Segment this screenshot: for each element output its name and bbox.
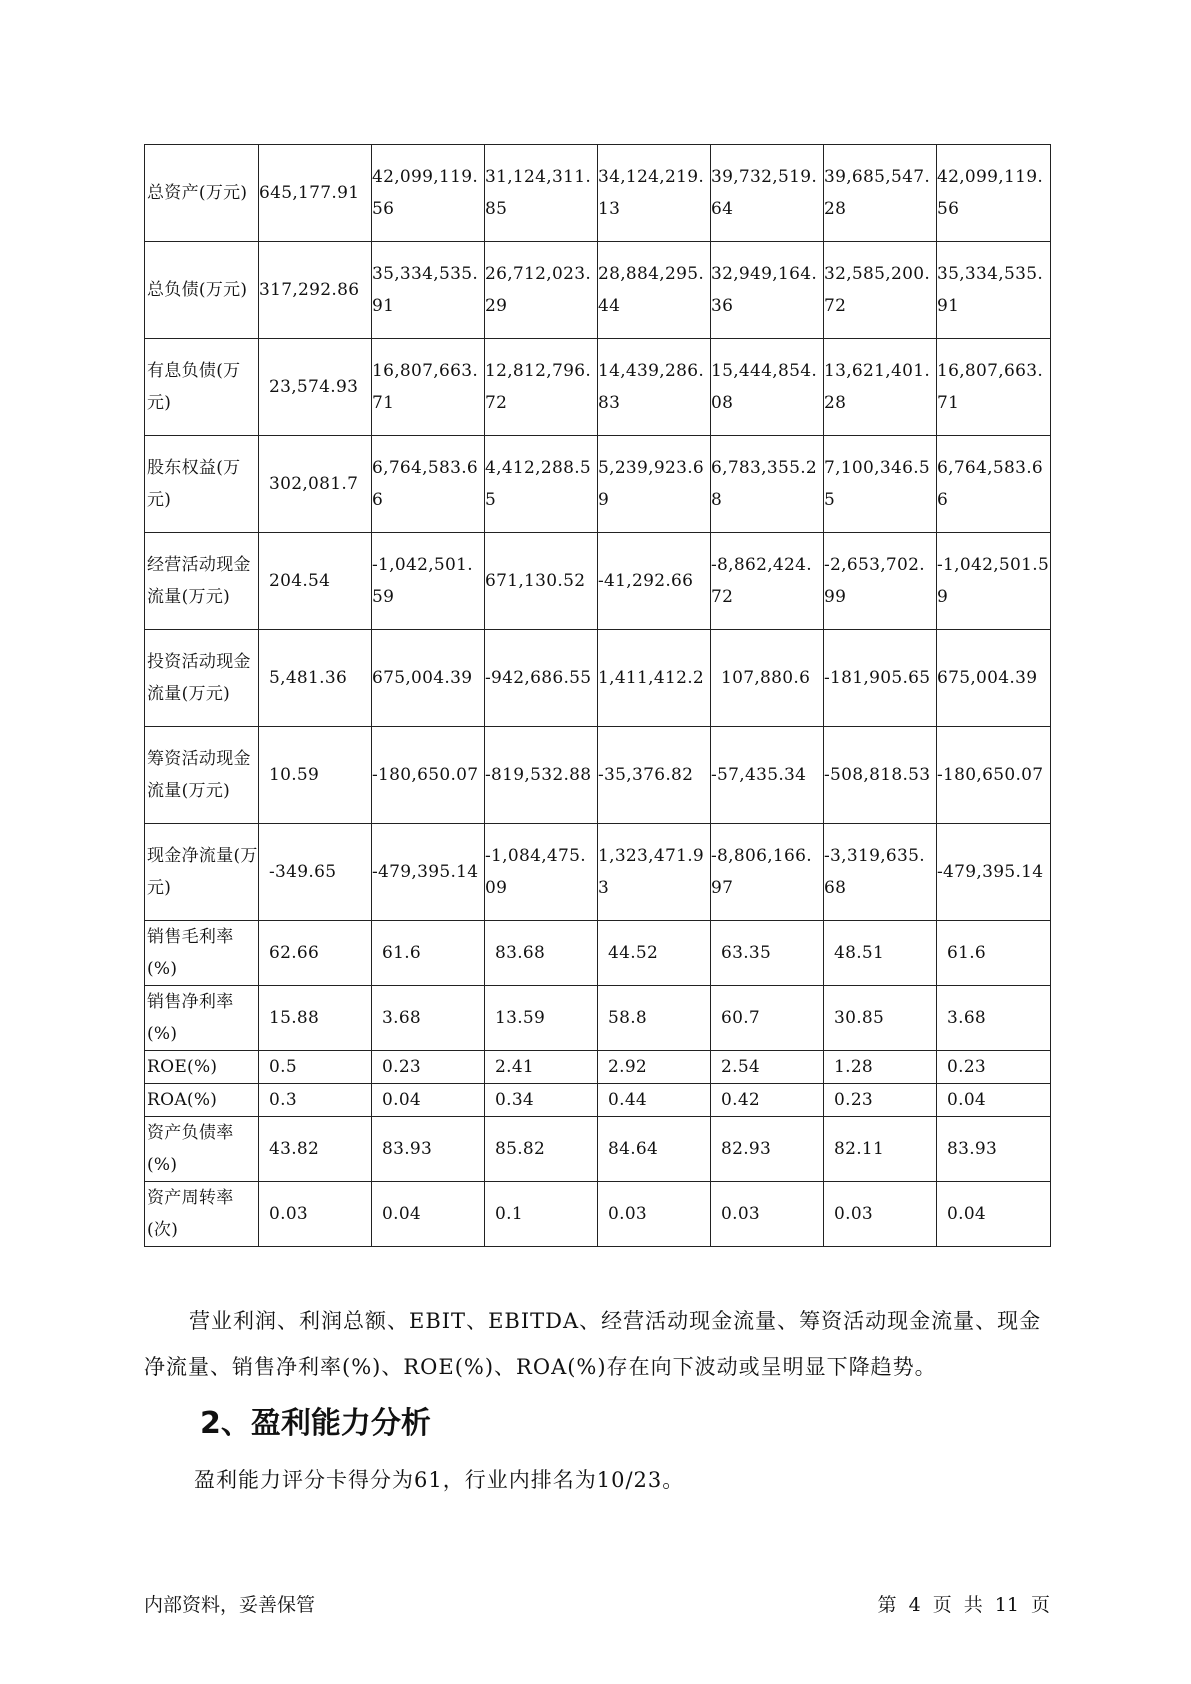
- cell-value: 0.42: [721, 1090, 761, 1110]
- cell-value: 14,439,286.83: [598, 361, 705, 413]
- cell-value: 302,081.7: [269, 474, 359, 494]
- table-cell: [937, 242, 1051, 339]
- table-cell: [937, 1182, 1051, 1247]
- table-cell: [598, 727, 711, 824]
- table-cell: [598, 339, 711, 436]
- table-cell: [937, 921, 1051, 986]
- table-cell: [711, 824, 824, 921]
- table-row: [145, 1084, 1051, 1117]
- cell-value: 2.54: [721, 1057, 761, 1077]
- cell-value: 5,481.36: [269, 668, 348, 688]
- cell-value: -1,084,475.09: [485, 846, 586, 898]
- table-row: [145, 1051, 1051, 1084]
- table-cell: [598, 921, 711, 986]
- cell-value: 84.64: [608, 1139, 659, 1159]
- table-cell: [824, 145, 937, 242]
- cell-value: 34,124,219.13: [598, 167, 705, 219]
- page-number: 第 4 页 共 11 页: [877, 1594, 1050, 1616]
- cell-value: 0.04: [947, 1204, 987, 1224]
- cell-value: 44.52: [608, 943, 659, 963]
- table-cell: [824, 436, 937, 533]
- table-cell: [711, 1182, 824, 1247]
- table-row: [145, 986, 1051, 1051]
- cell-value: 15,444,854.08: [711, 361, 818, 413]
- table-cell: [711, 986, 824, 1051]
- cell-value: 39,685,547.28: [824, 167, 931, 219]
- table-row: [145, 436, 1051, 533]
- table-cell: [711, 533, 824, 630]
- cell-value: 671,130.52: [485, 571, 586, 591]
- row-label: [145, 1084, 259, 1117]
- cell-value: 85.82: [495, 1139, 546, 1159]
- table-cell: [259, 921, 372, 986]
- table-cell: [937, 1084, 1051, 1117]
- cell-value: 16,807,663.71: [372, 361, 479, 413]
- row-label: [145, 436, 259, 533]
- cell-value: 58.8: [608, 1008, 648, 1028]
- table-cell: [711, 339, 824, 436]
- table-cell: [259, 630, 372, 727]
- summary-paragraph: 营业利润、利润总额、EBIT、EBITDA、经营活动现金流量、筹资活动现金流量、现金净流量、销售净利率(%)、ROE(%)、ROA(%)存在向下波动或呈明显下降趋势。: [144, 1309, 1042, 1379]
- table-cell: [372, 242, 485, 339]
- table-cell: [372, 921, 485, 986]
- table-cell: [485, 1182, 598, 1247]
- row-label: [145, 630, 259, 727]
- table-cell: [937, 727, 1051, 824]
- table-row: [145, 921, 1051, 986]
- table-cell: [711, 436, 824, 533]
- row-label-text: 总资产(万元): [147, 183, 248, 203]
- cell-value: 0.44: [608, 1090, 648, 1110]
- cell-value: 3.68: [382, 1008, 422, 1028]
- row-label-text: 经营活动现金流量(万元): [147, 555, 251, 607]
- cell-value: -3,319,635.68: [824, 846, 925, 898]
- table-cell: [937, 630, 1051, 727]
- table-cell: [598, 436, 711, 533]
- table-cell: [485, 339, 598, 436]
- cell-value: 2.41: [495, 1057, 535, 1077]
- cell-value: -8,862,424.72: [711, 555, 812, 607]
- table-cell: [937, 986, 1051, 1051]
- section-heading: 2、盈利能力分析: [200, 1406, 431, 1441]
- cell-value: -181,905.65: [824, 668, 931, 688]
- cell-value: 2.92: [608, 1057, 648, 1077]
- cell-value: 82.11: [834, 1139, 885, 1159]
- cell-value: 30.85: [834, 1008, 885, 1028]
- table-cell: [485, 1051, 598, 1084]
- table-row: [145, 242, 1051, 339]
- table-cell: [598, 630, 711, 727]
- score-line: 盈利能力评分卡得分为61，行业内排名为10/23。: [194, 1468, 685, 1492]
- table-cell: [711, 727, 824, 824]
- table-cell: [485, 1084, 598, 1117]
- table-cell: [598, 1051, 711, 1084]
- table-cell: [937, 339, 1051, 436]
- row-label-text: 销售毛利率(%): [147, 927, 234, 979]
- cell-value: -508,818.53: [824, 765, 931, 785]
- table-cell: [598, 145, 711, 242]
- table-cell: [259, 145, 372, 242]
- cell-value: -35,376.82: [598, 765, 694, 785]
- table-cell: [485, 824, 598, 921]
- cell-value: 63.35: [721, 943, 772, 963]
- table-cell: [259, 824, 372, 921]
- table-cell: [824, 1117, 937, 1182]
- table-cell: [259, 1117, 372, 1182]
- cell-value: -2,653,702.99: [824, 555, 925, 607]
- row-label: [145, 242, 259, 339]
- table-cell: [259, 533, 372, 630]
- table-cell: [485, 986, 598, 1051]
- table-cell: [598, 824, 711, 921]
- table-cell: [372, 986, 485, 1051]
- cell-value: 43.82: [269, 1139, 320, 1159]
- table-cell: [598, 533, 711, 630]
- table-cell: [259, 986, 372, 1051]
- cell-value: 0.03: [721, 1204, 761, 1224]
- cell-value: 317,292.86: [259, 280, 360, 300]
- table-cell: [372, 339, 485, 436]
- table-cell: [937, 145, 1051, 242]
- table-cell: [598, 1182, 711, 1247]
- row-label: [145, 1117, 259, 1182]
- cell-value: 61.6: [382, 943, 422, 963]
- table-cell: [372, 1051, 485, 1084]
- table-row: [145, 339, 1051, 436]
- table-cell: [485, 242, 598, 339]
- cell-value: -479,395.14: [372, 862, 479, 882]
- table-row: [145, 1117, 1051, 1182]
- table-cell: [711, 1051, 824, 1084]
- cell-value: 0.04: [382, 1204, 422, 1224]
- table-cell: [372, 533, 485, 630]
- table-row: [145, 824, 1051, 921]
- footer-left: 内部资料，妥善保管: [144, 1594, 316, 1616]
- cell-value: -349.65: [269, 862, 337, 882]
- row-label-text: 现金净流量(万元): [147, 846, 258, 898]
- cell-value: -942,686.55: [485, 668, 592, 688]
- table-cell: [937, 533, 1051, 630]
- row-label: [145, 727, 259, 824]
- cell-value: 83.68: [495, 943, 546, 963]
- cell-value: 83.93: [382, 1139, 433, 1159]
- table-cell: [598, 1084, 711, 1117]
- cell-value: 0.03: [834, 1204, 874, 1224]
- table-cell: [711, 1084, 824, 1117]
- cell-value: -1,042,501.59: [937, 555, 1050, 607]
- cell-value: -1,042,501.59: [372, 555, 473, 607]
- cell-value: 39,732,519.64: [711, 167, 818, 219]
- table-cell: [259, 436, 372, 533]
- table-cell: [259, 1051, 372, 1084]
- cell-value: 675,004.39: [937, 668, 1038, 688]
- table-cell: [372, 824, 485, 921]
- cell-value: 35,334,535.91: [937, 264, 1044, 316]
- table-cell: [259, 339, 372, 436]
- table-cell: [824, 824, 937, 921]
- table-cell: [937, 1117, 1051, 1182]
- row-label-text: 销售净利率(%): [147, 992, 234, 1044]
- row-label: [145, 1182, 259, 1247]
- table-cell: [485, 436, 598, 533]
- cell-value: 6,764,583.66: [937, 458, 1044, 510]
- cell-value: 42,099,119.56: [372, 167, 479, 219]
- table-row: [145, 630, 1051, 727]
- table-row: [145, 145, 1051, 242]
- table-cell: [598, 1117, 711, 1182]
- row-label-text: 资产周转率(次): [147, 1188, 234, 1240]
- row-label: [145, 1051, 259, 1084]
- table-cell: [372, 145, 485, 242]
- table-cell: [824, 1084, 937, 1117]
- cell-value: 1,411,412.2: [598, 668, 705, 688]
- table-cell: [485, 727, 598, 824]
- cell-value: 5,239,923.69: [598, 458, 705, 510]
- cell-value: 48.51: [834, 943, 885, 963]
- table-cell: [824, 1182, 937, 1247]
- row-label-text: ROA(%): [147, 1090, 218, 1110]
- table-cell: [711, 242, 824, 339]
- cell-value: 13,621,401.28: [824, 361, 931, 413]
- cell-value: 645,177.91: [259, 183, 360, 203]
- cell-value: 0.23: [834, 1090, 874, 1110]
- table-cell: [259, 1084, 372, 1117]
- row-label-text: 总负债(万元): [147, 280, 248, 300]
- table-cell: [824, 533, 937, 630]
- cell-value: 13.59: [495, 1008, 546, 1028]
- table-cell: [937, 1051, 1051, 1084]
- row-label-text: 股东权益(万元): [147, 458, 241, 510]
- cell-value: 0.5: [269, 1057, 297, 1077]
- table-cell: [259, 1182, 372, 1247]
- table-cell: [824, 242, 937, 339]
- table-cell: [372, 1182, 485, 1247]
- table-cell: [372, 630, 485, 727]
- table-cell: [372, 436, 485, 533]
- table-cell: [824, 339, 937, 436]
- cell-value: 4,412,288.55: [485, 458, 592, 510]
- cell-value: 42,099,119.56: [937, 167, 1044, 219]
- cell-value: 32,585,200.72: [824, 264, 931, 316]
- cell-value: 26,712,023.29: [485, 264, 592, 316]
- cell-value: -819,532.88: [485, 765, 592, 785]
- cell-value: 60.7: [721, 1008, 761, 1028]
- cell-value: -57,435.34: [711, 765, 807, 785]
- cell-value: 1.28: [834, 1057, 874, 1077]
- table-cell: [259, 242, 372, 339]
- table-cell: [485, 1117, 598, 1182]
- table-cell: [824, 986, 937, 1051]
- cell-value: 31,124,311.85: [485, 167, 592, 219]
- table-cell: [259, 727, 372, 824]
- table-cell: [485, 921, 598, 986]
- table-cell: [711, 1117, 824, 1182]
- cell-value: 62.66: [269, 943, 320, 963]
- table-cell: [937, 824, 1051, 921]
- table-cell: [372, 727, 485, 824]
- cell-value: 0.04: [382, 1090, 422, 1110]
- cell-value: -180,650.07: [937, 765, 1044, 785]
- row-label: [145, 145, 259, 242]
- cell-value: 204.54: [269, 571, 331, 591]
- cell-value: 1,323,471.93: [598, 846, 705, 898]
- cell-value: -41,292.66: [598, 571, 694, 591]
- cell-value: -479,395.14: [937, 862, 1044, 882]
- cell-value: -8,806,166.97: [711, 846, 812, 898]
- cell-value: 16,807,663.71: [937, 361, 1044, 413]
- table-cell: [372, 1117, 485, 1182]
- row-label: [145, 921, 259, 986]
- table-cell: [711, 145, 824, 242]
- cell-value: 6,764,583.66: [372, 458, 479, 510]
- table-row: [145, 533, 1051, 630]
- row-label-text: ROE(%): [147, 1057, 218, 1077]
- row-label: [145, 824, 259, 921]
- table-cell: [598, 986, 711, 1051]
- row-label-text: 资产负债率(%): [147, 1123, 234, 1175]
- table-cell: [824, 921, 937, 986]
- table-cell: [937, 436, 1051, 533]
- table-cell: [824, 1051, 937, 1084]
- financial-table: [144, 144, 1051, 1247]
- cell-value: 107,880.6: [721, 668, 811, 688]
- cell-value: 28,884,295.44: [598, 264, 705, 316]
- row-label-text: 有息负债(万元): [147, 361, 241, 413]
- cell-value: 23,574.93: [269, 377, 359, 397]
- table-row: [145, 727, 1051, 824]
- row-label-text: 筹资活动现金流量(万元): [147, 749, 251, 801]
- cell-value: 82.93: [721, 1139, 772, 1159]
- table-cell: [485, 145, 598, 242]
- cell-value: 83.93: [947, 1139, 998, 1159]
- cell-value: 0.1: [495, 1204, 523, 1224]
- table-cell: [485, 533, 598, 630]
- table-cell: [824, 630, 937, 727]
- table-cell: [598, 242, 711, 339]
- row-label: [145, 986, 259, 1051]
- table-cell: [711, 921, 824, 986]
- table-row: [145, 1182, 1051, 1247]
- row-label-text: 投资活动现金流量(万元): [147, 652, 251, 704]
- cell-value: 0.23: [947, 1057, 987, 1077]
- cell-value: 0.03: [269, 1204, 309, 1224]
- cell-value: 35,334,535.91: [372, 264, 479, 316]
- table-cell: [711, 630, 824, 727]
- cell-value: 0.03: [608, 1204, 648, 1224]
- cell-value: -180,650.07: [372, 765, 479, 785]
- cell-value: 3.68: [947, 1008, 987, 1028]
- cell-value: 12,812,796.72: [485, 361, 592, 413]
- cell-value: 15.88: [269, 1008, 320, 1028]
- cell-value: 675,004.39: [372, 668, 473, 688]
- cell-value: 32,949,164.36: [711, 264, 818, 316]
- cell-value: 0.34: [495, 1090, 535, 1110]
- table-cell: [485, 630, 598, 727]
- cell-value: 6,783,355.28: [711, 458, 818, 510]
- table-cell: [824, 727, 937, 824]
- cell-value: 7,100,346.55: [824, 458, 931, 510]
- cell-value: 61.6: [947, 943, 987, 963]
- cell-value: 0.23: [382, 1057, 422, 1077]
- row-label: [145, 339, 259, 436]
- cell-value: 10.59: [269, 765, 320, 785]
- table-cell: [372, 1084, 485, 1117]
- row-label: [145, 533, 259, 630]
- cell-value: 0.3: [269, 1090, 297, 1110]
- cell-value: 0.04: [947, 1090, 987, 1110]
